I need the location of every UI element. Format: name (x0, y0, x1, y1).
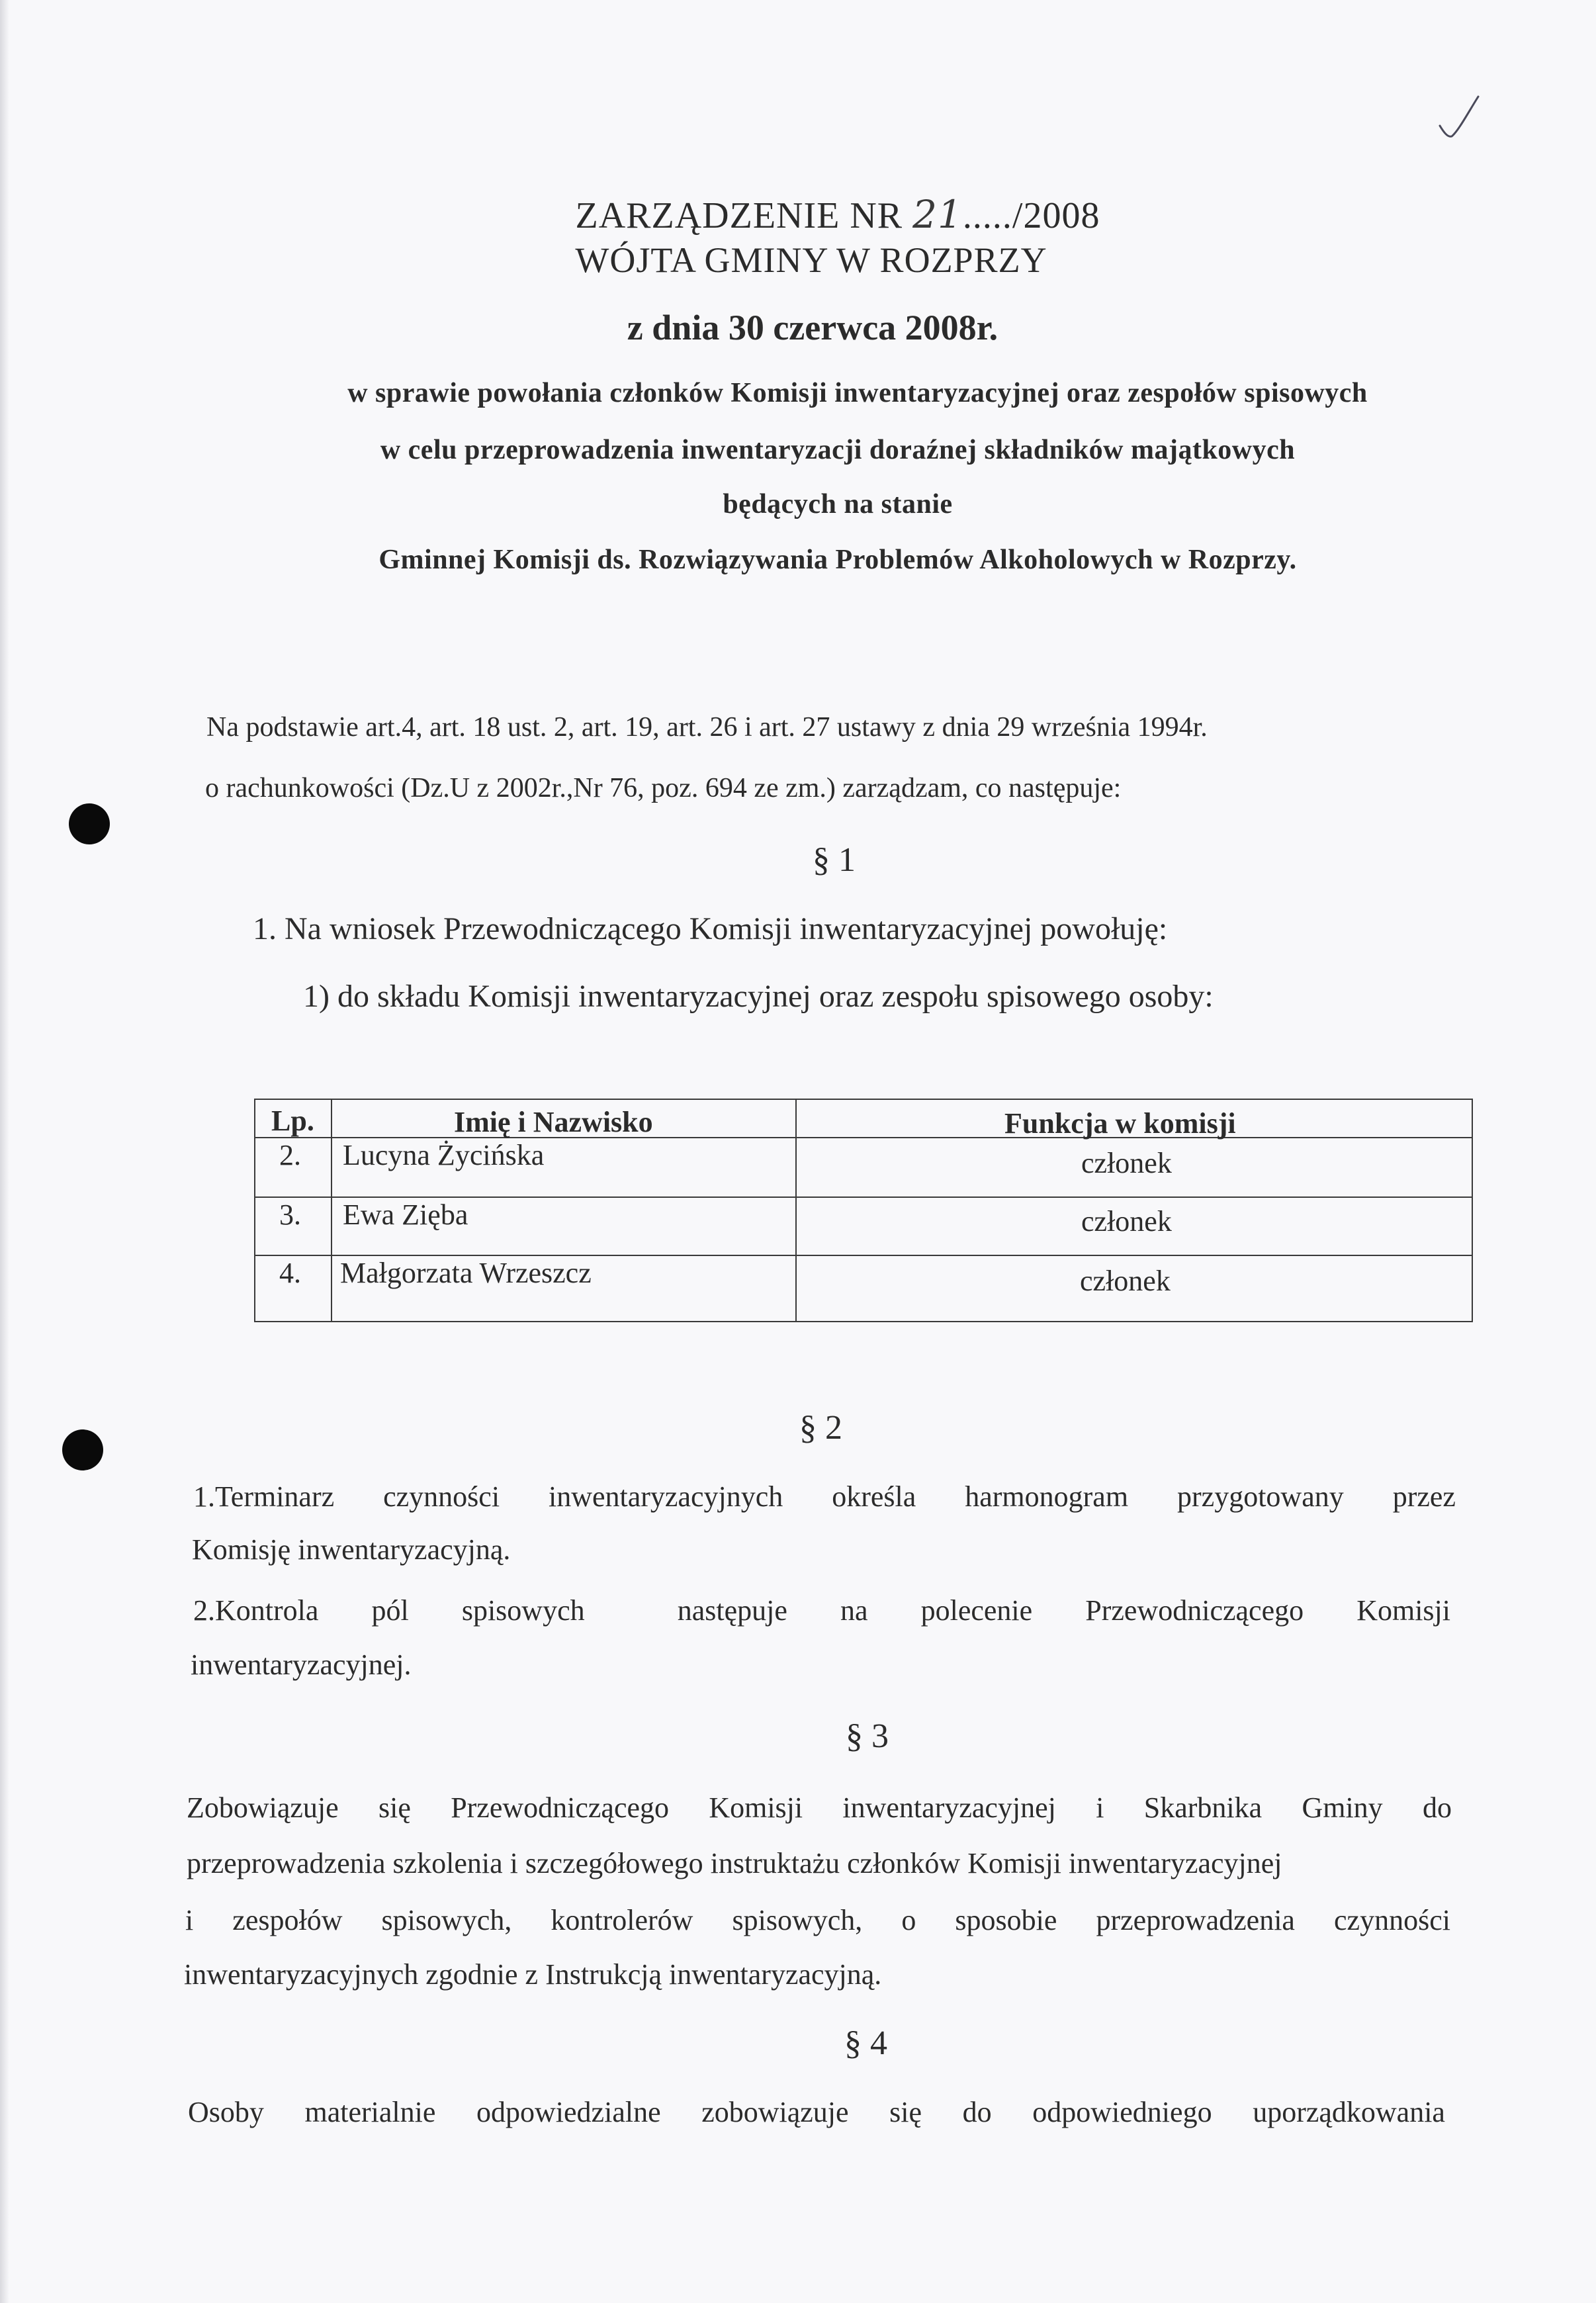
handwritten-check-icon (1437, 94, 1481, 140)
section2-paragraph-line: inwentaryzacyjnej. (191, 1648, 412, 1681)
table-column-divider (795, 1100, 797, 1321)
word: inwentaryzacyjnej (842, 1791, 1056, 1824)
word: pól (371, 1594, 409, 1627)
word: odpowiedniego (1032, 2096, 1212, 2128)
section1-subitem: 1) do składu Komisji inwentaryzacyjnej oraz zespołu spisowego osoby: (303, 979, 1214, 1014)
legal-basis-line: o rachunkowości (Dz.U z 2002r.,Nr 76, poz. 694 ze zm.) zarządzam, co następuje: (205, 773, 1122, 803)
members-table (254, 1099, 1473, 1322)
word: Przewodniczącego (451, 1791, 670, 1824)
table-header-role: Funkcja w komisji (1004, 1107, 1236, 1140)
section-heading: § 4 (844, 2024, 887, 2062)
word: inwentaryzacyjnych (549, 1480, 783, 1513)
word: spisowych (461, 1594, 585, 1627)
section3-paragraph-line: przeprowadzenia szkolenia i szczegółowego instruktażu członków Komisji inwentaryzacyjnej (187, 1847, 1282, 1879)
section2-paragraph-line (193, 1594, 1450, 1627)
word: harmonogram (965, 1480, 1129, 1513)
word: i (185, 1904, 194, 1936)
subject-line: w sprawie powołania członków Komisji inwentaryzacyjnej oraz zespołów spisowych (347, 378, 1368, 408)
table-cell-name: Lucyna Życińska (343, 1139, 545, 1171)
table-cell-role: członek (1081, 1205, 1172, 1238)
section4-paragraph-line (188, 2095, 1445, 2129)
word: polecenie (920, 1594, 1033, 1627)
word: określa (832, 1480, 916, 1513)
word: przez (1392, 1480, 1456, 1513)
subject-line: będących na stanie (723, 489, 953, 519)
document-issuer: WÓJTA GMINY W ROZPRZY (575, 240, 1047, 280)
table-cell-lp: 3. (279, 1198, 301, 1231)
word: Skarbnika (1143, 1791, 1263, 1824)
table-cell-name: Ewa Zięba (343, 1198, 468, 1231)
word: Komisji (709, 1791, 803, 1824)
word: się (378, 1791, 411, 1824)
word: sposobie (955, 1904, 1057, 1936)
subject-line: Gminnej Komisji ds. Rozwiązywania Problemów Alkoholowych w Rozprzy. (378, 545, 1297, 575)
word: spisowych, (381, 1904, 512, 1936)
table-cell-name: Małgorzata Wrzeszcz (340, 1257, 592, 1289)
section1-item: 1. Na wniosek Przewodniczącego Komisji inwentaryzacyjnej powołuję: (253, 911, 1168, 946)
word: Komisji (1356, 1594, 1450, 1627)
subject-line: w celu przeprowadzenia inwentaryzacji doraźnej składników majątkowych (380, 435, 1296, 465)
binder-punch-hole-icon (62, 1429, 103, 1470)
word: kontrolerów (551, 1904, 693, 1936)
word: Osoby (188, 2096, 264, 2128)
scan-edge-shadow (0, 0, 9, 2303)
section-heading: § 3 (846, 1717, 889, 1755)
word: Gminy (1302, 1791, 1383, 1824)
word: odpowiedzialne (476, 2096, 661, 2128)
word: 2.Kontrola (193, 1594, 319, 1627)
document-date: z dnia 30 czerwca 2008r. (627, 308, 998, 347)
word: 1.Terminarz (193, 1480, 335, 1513)
word: na (840, 1594, 868, 1627)
word: Przewodniczącego (1085, 1594, 1304, 1627)
word: przygotowany (1177, 1480, 1344, 1513)
word: następuje (677, 1594, 787, 1627)
word: się (889, 2096, 922, 2128)
word: do (962, 2096, 992, 2128)
table-cell-role: członek (1080, 1265, 1171, 1297)
binder-punch-hole-icon (69, 803, 110, 844)
section3-paragraph-line (185, 1903, 1450, 1937)
table-cell-lp: 4. (279, 1257, 301, 1289)
section3-paragraph-line: inwentaryzacyjnych zgodnie z Instrukcją inwentaryzacyjną. (184, 1958, 882, 1991)
word: do (1422, 1791, 1452, 1824)
title-suffix: ...../2008 (962, 195, 1100, 236)
handwritten-number: 21 (912, 192, 963, 237)
section-heading: § 2 (799, 1409, 842, 1447)
word: o (901, 1904, 916, 1936)
section-heading: § 1 (813, 841, 856, 879)
document-title (40, 192, 1596, 237)
word: materialnie (304, 2096, 436, 2128)
word: spisowych, (732, 1904, 863, 1936)
table-column-divider (331, 1100, 332, 1321)
word: Zobowiązuje (187, 1791, 339, 1824)
table-cell-lp: 2. (279, 1139, 301, 1171)
table-cell-role: członek (1081, 1147, 1172, 1179)
word: zobowiązuje (701, 2096, 849, 2128)
word: zespołów (232, 1904, 343, 1936)
word: i (1096, 1791, 1104, 1824)
section2-paragraph-line (193, 1480, 1456, 1513)
word: czynności (1334, 1904, 1450, 1936)
word: przeprowadzenia (1096, 1904, 1295, 1936)
word: czynności (383, 1480, 500, 1513)
word: uporządkowania (1253, 2096, 1445, 2128)
table-header-name: Imię i Nazwisko (454, 1106, 653, 1138)
section2-paragraph-line: Komisję inwentaryzacyjną. (192, 1533, 511, 1566)
table-header-lp: Lp. (271, 1105, 314, 1137)
legal-basis-line: Na podstawie art.4, art. 18 ust. 2, art. 19, art. 26 i art. 27 ustawy z dnia 29 września 1994r. (206, 712, 1208, 743)
section3-paragraph-line (187, 1791, 1452, 1825)
title-prefix: ZARZĄDZENIE NR (575, 195, 913, 236)
